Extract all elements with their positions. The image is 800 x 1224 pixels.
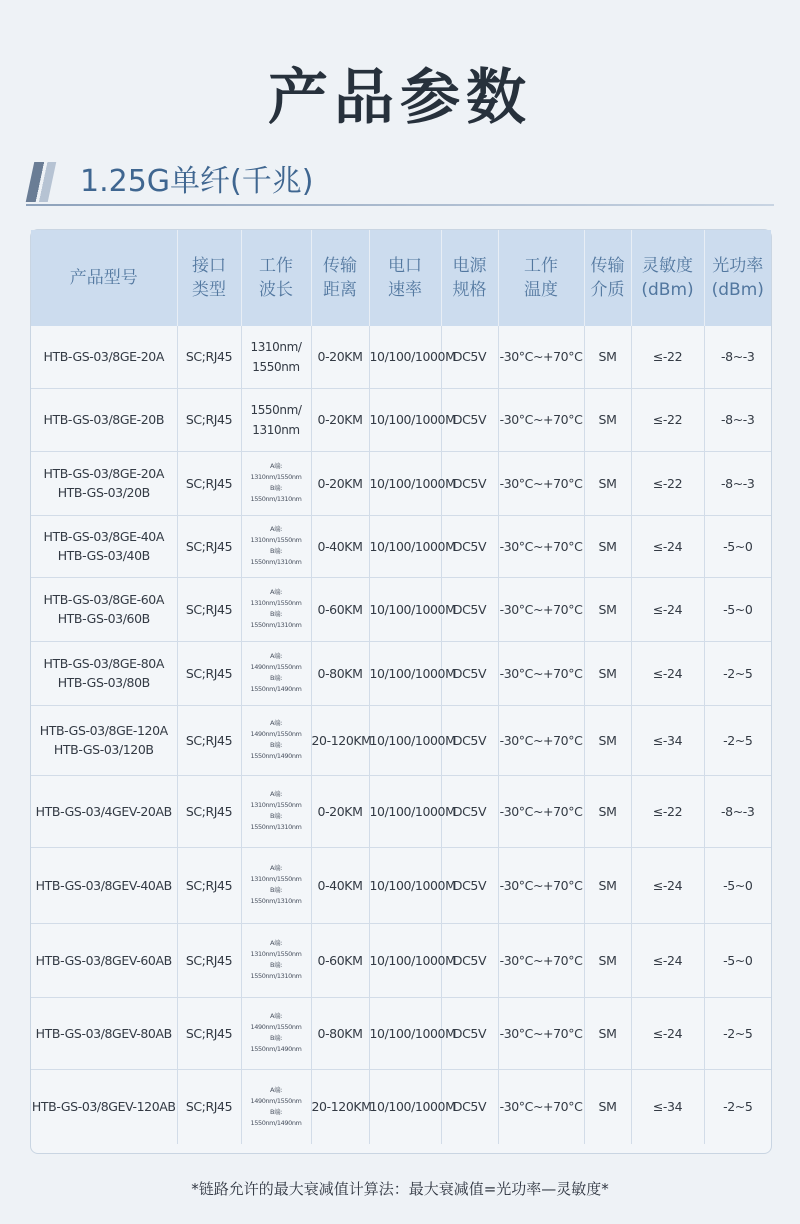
cell-wavelength: 1550nm/ 1310nm <box>241 388 311 451</box>
cell-temperature: -30°C~+70°C <box>498 997 584 1069</box>
cell-interface: SC;RJ45 <box>177 775 241 847</box>
spec-table-card <box>30 229 772 1154</box>
cell-port-rate: 10/100/1000M <box>369 997 441 1069</box>
cell-power-spec: DC5V <box>441 705 498 775</box>
cell-interface: SC;RJ45 <box>177 577 241 641</box>
cell-sensitivity: ≤-24 <box>631 641 704 705</box>
cell-optical-power: -2~5 <box>704 641 771 705</box>
table-row <box>31 847 771 923</box>
cell-distance: 0-40KM <box>311 515 369 577</box>
cell-model: HTB-GS-03/8GEV-60AB <box>31 923 177 997</box>
cell-model: HTB-GS-03/8GE-80A HTB-GS-03/80B <box>31 641 177 705</box>
cell-wavelength: A端: 1490nm/1550nm B端: 1550nm/1490nm <box>241 997 311 1069</box>
cell-power-spec: DC5V <box>441 641 498 705</box>
cell-optical-power: -2~5 <box>704 705 771 775</box>
cell-distance: 0-60KM <box>311 577 369 641</box>
cell-optical-power: -2~5 <box>723 1099 753 1115</box>
section-header <box>26 158 774 206</box>
cell-interface: SC;RJ45 <box>177 326 241 388</box>
cell-optical-power: -8~-3 <box>704 775 771 847</box>
cell-interface: SC;RJ45 <box>177 705 241 775</box>
cell-sensitivity: ≤-24 <box>631 923 704 997</box>
cell-wavelength: A端: 1490nm/1550nm B端: 1550nm/1490nm <box>241 705 311 775</box>
cell-model: HTB-GS-03/8GE-120A HTB-GS-03/120B <box>31 705 177 775</box>
cell-temperature: -30°C~+70°C <box>498 1069 584 1144</box>
cell-distance: 0-40KM <box>311 847 369 923</box>
cell-model: HTB-GS-03/4GEV-20AB <box>31 775 177 847</box>
cell-wavelength: A端: 1310nm/1550nm B端: 1550nm/1310nm <box>241 923 311 997</box>
cell-medium: SM <box>584 451 631 515</box>
cell-sensitivity: ≤-24 <box>631 997 704 1069</box>
header-optical-power: 光功率 (dBm) <box>704 230 771 326</box>
cell-temperature: -30°C~+70°C <box>498 923 584 997</box>
cell-model: HTB-GS-03/8GE-20A HTB-GS-03/20B <box>31 451 177 515</box>
cell-distance: 0-20KM <box>311 388 369 451</box>
cell-sensitivity: ≤-34 <box>631 705 704 775</box>
header-power-spec: 电源 规格 <box>441 230 498 326</box>
cell-port-rate: 10/100/1000M <box>369 641 441 705</box>
cell-wavelength: 1310nm/ 1550nm <box>241 326 311 388</box>
cell-model: HTB-GS-03/8GE-40A HTB-GS-03/40B <box>31 515 177 577</box>
header-medium: 传输 介质 <box>584 230 631 326</box>
cell-power-spec: DC5V <box>441 515 498 577</box>
section-accent-bar <box>26 162 57 202</box>
cell-sensitivity: ≤-34 <box>631 1069 704 1144</box>
cell-port-rate: 10/100/1000M <box>369 847 441 923</box>
cell-wavelength: A端: 1490nm/1550nm B端: 1550nm/1490nm <box>241 641 311 705</box>
cell-medium: SM <box>584 388 631 451</box>
cell-power-spec: DC5V <box>441 577 498 641</box>
cell-wavelength: A端: 1310nm/1550nm B端: 1550nm/1310nm <box>241 451 311 515</box>
table-row <box>31 705 771 775</box>
cell-medium: SM <box>584 577 631 641</box>
cell-optical-power: -8~-3 <box>704 388 771 451</box>
cell-distance: 0-80KM <box>311 997 369 1069</box>
cell-temperature: -30°C~+70°C <box>498 641 584 705</box>
cell-sensitivity: ≤-22 <box>631 388 704 451</box>
cell-optical-power: -2~5 <box>704 997 771 1069</box>
header-sensitivity: 灵敏度 (dBm) <box>631 230 704 326</box>
table-row <box>31 641 771 705</box>
cell-medium: SM <box>584 775 631 847</box>
section-divider <box>26 204 774 206</box>
cell-distance: 0-20KM <box>311 451 369 515</box>
cell-temperature: -30°C~+70°C <box>498 451 584 515</box>
cell-interface: SC;RJ45 <box>177 847 241 923</box>
cell-port-rate: 10/100/1000M <box>369 775 441 847</box>
table-row <box>31 577 771 641</box>
cell-wavelength: A端: 1310nm/1550nm B端: 1550nm/1310nm <box>241 515 311 577</box>
cell-model: HTB-GS-03/8GEV-40AB <box>31 847 177 923</box>
cell-sensitivity: ≤-24 <box>631 847 704 923</box>
cell-power-spec: DC5V <box>441 923 498 997</box>
cell-sensitivity: ≤-24 <box>631 515 704 577</box>
cell-medium: SM <box>584 847 631 923</box>
cell-medium: SM <box>584 326 631 388</box>
cell-optical-power: -5~0 <box>704 515 771 577</box>
cell-sensitivity: ≤-22 <box>631 451 704 515</box>
cell-power-spec: DC5V <box>441 847 498 923</box>
header-interface: 接口 类型 <box>177 230 241 326</box>
cell-optical-power: -5~0 <box>704 847 771 923</box>
cell-optical-power: -5~0 <box>704 577 771 641</box>
table-row <box>31 775 771 847</box>
cell-medium: SM <box>584 923 631 997</box>
cell-distance: 0-20KM <box>311 326 369 388</box>
cell-wavelength: A端: 1310nm/1550nm B端: 1550nm/1310nm <box>241 577 311 641</box>
cell-temperature: -30°C~+70°C <box>498 326 584 388</box>
cell-interface: SC;RJ45 <box>177 923 241 997</box>
cell-interface: SC;RJ45 <box>177 515 241 577</box>
cell-distance: 20-120KM <box>311 705 369 775</box>
table-header-row <box>31 230 771 326</box>
cell-model: HTB-GS-03/8GE-20A <box>31 326 177 388</box>
cell-interface: SC;RJ45 <box>177 388 241 451</box>
cell-interface: SC;RJ45 <box>177 997 241 1069</box>
cell-port-rate: 10/100/1000M <box>369 451 441 515</box>
cell-port-rate: 10/100/1000M <box>369 923 441 997</box>
page-title: 产品参数 <box>268 63 532 133</box>
cell-model: HTB-GS-03/8GEV-120AB <box>31 1069 177 1144</box>
section-title: 1.25G单纤(千兆) <box>80 164 314 199</box>
cell-temperature: -30°C~+70°C <box>498 515 584 577</box>
cell-model: HTB-GS-03/8GEV-80AB <box>31 997 177 1069</box>
cell-temperature: -30°C~+70°C <box>498 705 584 775</box>
table-row <box>31 326 771 388</box>
cell-port-rate: 10/100/1000M <box>369 326 441 388</box>
cell-model: HTB-GS-03/8GE-60A HTB-GS-03/60B <box>31 577 177 641</box>
cell-port-rate: 10/100/1000M <box>369 388 441 451</box>
cell-power-spec: DC5V <box>441 326 498 388</box>
cell-interface: SC;RJ45 <box>177 641 241 705</box>
cell-interface: SC;RJ45 <box>177 451 241 515</box>
cell-power-spec: DC5V <box>441 388 498 451</box>
cell-temperature: -30°C~+70°C <box>498 775 584 847</box>
cell-port-rate: 10/100/1000M <box>369 577 441 641</box>
cell-port-rate: 10/100/1000M <box>369 515 441 577</box>
cell-sensitivity: ≤-24 <box>631 577 704 641</box>
cell-wavelength: A端: 1310nm/1550nm B端: 1550nm/1310nm <box>241 775 311 847</box>
cell-medium: SM <box>584 997 631 1069</box>
header-port-rate: 电口 速率 <box>369 230 441 326</box>
cell-optical-power: -5~0 <box>704 923 771 997</box>
cell-medium: SM <box>584 641 631 705</box>
cell-distance: 0-20KM <box>311 775 369 847</box>
cell-wavelength: A端: 1310nm/1550nm B端: 1550nm/1310nm <box>241 847 311 923</box>
table-row <box>31 997 771 1069</box>
header-model: 产品型号 <box>31 230 177 326</box>
cell-medium: SM <box>584 705 631 775</box>
table-row <box>31 388 771 451</box>
cell-distance: 0-60KM <box>311 923 369 997</box>
cell-distance: 20-120KM <box>311 1069 369 1144</box>
table-row <box>31 451 771 515</box>
table-row <box>31 923 771 997</box>
cell-power-spec: DC5V <box>441 451 498 515</box>
cell-temperature: -30°C~+70°C <box>498 388 584 451</box>
cell-optical-power: -8~-3 <box>704 326 771 388</box>
cell-distance: 0-80KM <box>311 641 369 705</box>
cell-power-spec: DC5V <box>441 775 498 847</box>
cell-interface: SC;RJ45 <box>177 1069 241 1144</box>
footnote: *链路允许的最大衰减值计算法：最大衰减值=光功率—灵敏度* <box>191 1180 609 1198</box>
cell-temperature: -30°C~+70°C <box>498 577 584 641</box>
cell-model: HTB-GS-03/8GE-20B <box>31 388 177 451</box>
cell-power-spec: DC5V <box>441 997 498 1069</box>
spec-table <box>31 230 771 1144</box>
cell-sensitivity: ≤-22 <box>631 775 704 847</box>
header-distance: 传输 距离 <box>311 230 369 326</box>
cell-power-spec: DC5V <box>441 1069 498 1144</box>
cell-wavelength: A端: 1490nm/1550nm B端: 1550nm/1490nm <box>241 1069 311 1144</box>
cell-port-rate: 10/100/1000M <box>369 705 441 775</box>
cell-sensitivity: ≤-22 <box>631 326 704 388</box>
cell-port-rate: 10/100/1000M <box>369 1069 441 1144</box>
cell-medium: SM <box>584 515 631 577</box>
header-temperature: 工作 温度 <box>498 230 584 326</box>
cell-medium: SM <box>584 1069 631 1144</box>
table-row <box>31 1069 771 1144</box>
header-wavelength: 工作 波长 <box>241 230 311 326</box>
cell-optical-power: -8~-3 <box>704 451 771 515</box>
cell-temperature: -30°C~+70°C <box>498 847 584 923</box>
table-row <box>31 515 771 577</box>
